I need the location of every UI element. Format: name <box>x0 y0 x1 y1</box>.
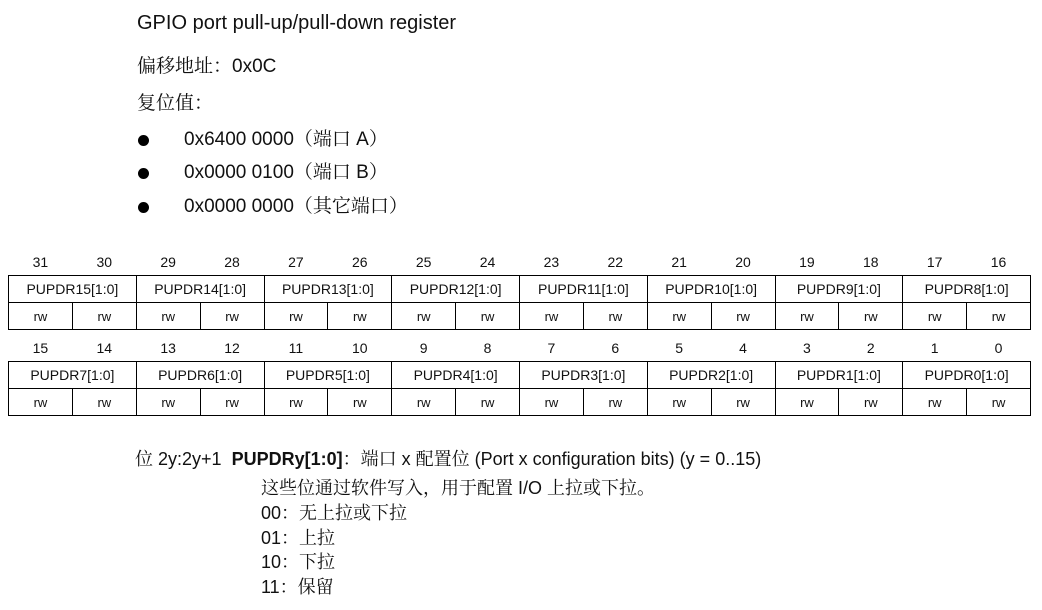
reset-value-label: 复位值： <box>137 93 214 114</box>
field-name-cell: PUPDR1[1:0] <box>775 362 903 389</box>
field-name-cell: PUPDR5[1:0] <box>264 362 392 389</box>
field-name-cell: PUPDR4[1:0] <box>392 362 520 389</box>
access-cell: rw <box>520 303 584 330</box>
bit-number: 11 <box>288 340 304 356</box>
access-cell: rw <box>583 303 647 330</box>
access-cell: rw <box>711 389 775 416</box>
access-cell: rw <box>647 389 711 416</box>
register-table-low <box>8 335 1031 416</box>
access-cell: rw <box>264 303 328 330</box>
access-cell: rw <box>264 389 328 416</box>
bit-number-row <box>9 335 1031 362</box>
bit-number: 3 <box>803 340 811 356</box>
access-cell: rw <box>9 389 73 416</box>
access-cell: rw <box>647 303 711 330</box>
access-cell: rw <box>136 303 200 330</box>
access-cell: rw <box>392 303 456 330</box>
bit-number: 6 <box>611 340 620 356</box>
field-description-heading <box>135 447 761 471</box>
bit-number: 24 <box>479 254 496 270</box>
register-table-high <box>8 249 1031 330</box>
field-name-cell: PUPDR7[1:0] <box>9 362 137 389</box>
access-cell: rw <box>328 303 392 330</box>
bit-number: 17 <box>926 254 943 270</box>
register-title: GPIO port pull-up/pull-down register <box>137 12 457 34</box>
bit-number: 8 <box>483 340 492 356</box>
field-name-cell: PUPDR12[1:0] <box>392 276 520 303</box>
access-cell: rw <box>903 389 967 416</box>
reset-value-text: 0x0000 0100（端口 B） <box>184 162 388 183</box>
field-summary: ：端口 x 配置位 (Port x configuration bits) (y = 0..15) <box>342 449 762 469</box>
access-cell: rw <box>72 303 136 330</box>
bit-number: 19 <box>799 254 815 270</box>
field-name-cell: PUPDR2[1:0] <box>647 362 775 389</box>
access-cell: rw <box>72 389 136 416</box>
access-cell: rw <box>775 303 839 330</box>
access-cell: rw <box>200 303 264 330</box>
field-value-line: 00：无上拉或下拉 <box>261 503 408 523</box>
field-name-row <box>9 276 1031 303</box>
bullet-icon <box>138 202 149 213</box>
field-name-cell: PUPDR3[1:0] <box>520 362 648 389</box>
offset-address: 偏移地址：0x0C <box>137 56 277 77</box>
field-name-cell: PUPDR0[1:0] <box>903 362 1031 389</box>
field-value-line: 10：下拉 <box>261 552 336 572</box>
bit-number: 31 <box>32 254 49 270</box>
access-cell: rw <box>711 303 775 330</box>
bit-number: 27 <box>288 254 304 270</box>
bit-number: 5 <box>675 340 684 356</box>
reset-value-text: 0x6400 0000（端口 A） <box>184 129 388 150</box>
bit-number: 9 <box>419 340 428 356</box>
reset-value-text: 0x0000 0000（其它端口） <box>184 196 408 217</box>
access-cell: rw <box>328 389 392 416</box>
bit-number: 21 <box>671 254 687 270</box>
bit-number: 23 <box>543 254 560 270</box>
bit-number: 4 <box>739 340 747 356</box>
field-name-cell: PUPDR14[1:0] <box>136 276 264 303</box>
access-cell: rw <box>520 389 584 416</box>
field-name-cell: PUPDR9[1:0] <box>775 276 903 303</box>
field-name-cell: PUPDR8[1:0] <box>903 276 1031 303</box>
bit-number-row <box>9 249 1031 276</box>
field-name-cell: PUPDR11[1:0] <box>520 276 648 303</box>
bit-number: 28 <box>224 254 240 270</box>
access-cell: rw <box>967 389 1031 416</box>
bit-number: 25 <box>415 254 432 270</box>
bullet-icon <box>138 168 149 179</box>
field-bit-range: 位 2y:2y+1 <box>135 449 222 469</box>
bit-number: 30 <box>96 254 113 270</box>
access-cell: rw <box>9 303 73 330</box>
access-row <box>9 389 1031 416</box>
bit-number: 29 <box>160 254 176 270</box>
access-cell: rw <box>903 303 967 330</box>
access-cell: rw <box>456 303 520 330</box>
access-cell: rw <box>200 389 264 416</box>
bit-number: 10 <box>352 340 368 356</box>
access-cell: rw <box>839 389 903 416</box>
access-cell: rw <box>136 389 200 416</box>
bit-number: 0 <box>994 340 1003 356</box>
access-cell: rw <box>583 389 647 416</box>
field-name: PUPDRy[1:0] <box>231 449 343 469</box>
bit-number: 16 <box>990 254 1007 270</box>
access-cell: rw <box>456 389 520 416</box>
access-cell: rw <box>392 389 456 416</box>
access-row <box>9 303 1031 330</box>
bit-number: 15 <box>32 340 49 356</box>
field-name-cell: PUPDR6[1:0] <box>136 362 264 389</box>
bit-number: 14 <box>96 340 113 356</box>
access-cell: rw <box>775 389 839 416</box>
field-name-row <box>9 362 1031 389</box>
field-value-line: 01：上拉 <box>261 528 336 548</box>
bit-number: 18 <box>863 254 879 270</box>
field-value-line: 11：保留 <box>261 577 334 597</box>
access-cell: rw <box>967 303 1031 330</box>
field-name-cell: PUPDR13[1:0] <box>264 276 392 303</box>
bit-number: 13 <box>160 340 176 356</box>
bit-number: 26 <box>352 254 368 270</box>
field-name-cell: PUPDR10[1:0] <box>647 276 775 303</box>
bit-number: 1 <box>930 340 939 356</box>
field-description-line: 这些位通过软件写入，用于配置 I/O 上拉或下拉。 <box>261 478 656 498</box>
bullet-icon <box>138 135 149 146</box>
field-name-cell: PUPDR15[1:0] <box>9 276 137 303</box>
bit-number: 20 <box>735 254 751 270</box>
bit-number: 12 <box>224 340 240 356</box>
bit-number: 7 <box>547 340 556 356</box>
bit-number: 22 <box>607 254 624 270</box>
access-cell: rw <box>839 303 903 330</box>
bit-number: 2 <box>866 340 875 356</box>
